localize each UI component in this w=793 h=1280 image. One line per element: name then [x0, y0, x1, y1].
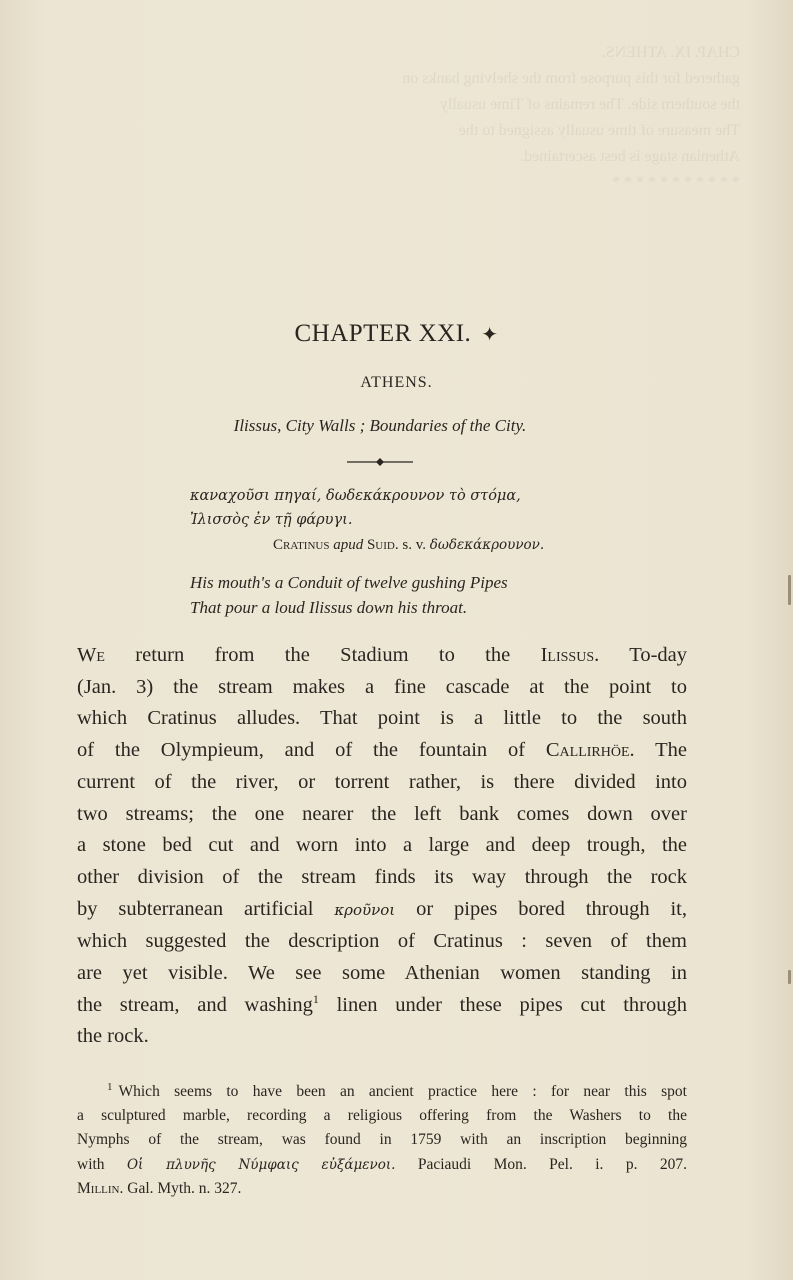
citation-greek: δωδεκάκρουνον. — [429, 537, 545, 553]
citation-author: Cratinus — [273, 537, 330, 553]
body-line: the rock. — [77, 1025, 149, 1048]
chapter-subtitle: Ilissus, City Walls ; Boundaries of the City. — [233, 416, 527, 435]
body-line: by subterranean artificial κροῦνοι or pipes bored through it, — [77, 897, 687, 920]
chapter-place: ATHENS. — [360, 374, 433, 391]
translation-line-1: His mouth's a Conduit of twelve gushing Pipes — [190, 573, 508, 592]
page-edge-mark — [788, 575, 791, 605]
chapter-title-text: CHAPTER XXI. — [294, 320, 472, 347]
body-line: which Cratinus alludes. That point is a little to the south — [77, 707, 687, 730]
epigraph-greek-line-1: καναχοῦσι πηγαί, δωδεκάκρουνον τὸ στόμα, — [190, 488, 521, 504]
epigraph-greek-line-2: Ἰλισσὸς ἐν τῇ φάρυγι. — [190, 512, 353, 528]
footnote-line: Millin. Gal. Myth. n. 327. — [77, 1179, 242, 1197]
body-paragraph — [77, 640, 687, 1053]
footnote-number: 1 — [107, 1080, 113, 1093]
footnote-line: $^1$ Which seems to have been an ancient practice here : for near this spot — [107, 1080, 687, 1100]
page-edge-mark — [788, 970, 791, 984]
citation-source: Suid. — [366, 537, 399, 553]
body-line: two streams; the one nearer the left bank comes down over — [77, 802, 687, 825]
body-line: of the Olympieum, and of the fountain of Callirhöe. The — [77, 739, 687, 762]
footnote — [77, 1080, 687, 1201]
footnote-line: Nymphs of the stream, was found in 1759 with an inscription beginning — [77, 1131, 687, 1149]
epigraph-citation — [273, 537, 544, 554]
citation-apud: apud — [333, 537, 364, 553]
body-line: a stone bed cut and worn into a large and deep trough, the — [77, 834, 687, 857]
citation-sv: s. v. — [402, 537, 426, 553]
footnote-reference[interactable]: 1 — [312, 991, 319, 1006]
body-line: (Jan. 3) the stream makes a fine cascade at the point to — [77, 675, 687, 698]
footnote-line: with Οἱ πλυνῆς Νύμφαις εὐξάμενοι. Paciaudi Mon. Pel. i. p. 207. — [77, 1155, 687, 1173]
body-line: are yet visible. We see some Athenian women standing in — [77, 962, 687, 985]
footnote-line: a sculptured marble, recording a religious offering from the Washers to the — [77, 1107, 687, 1125]
body-line: which suggested the description of Cratinus : seven of them — [77, 930, 687, 953]
body-line: We return from the Stadium to the Ilissus. To-day — [77, 644, 687, 666]
body-line: other division of the stream finds its way through the rock — [77, 865, 687, 888]
bleed-through-text: CHAP. IX. ATHENS. gathered for this purpose from the shelving banks on the southern side. The remains of Time usually The measure of time usually assigned to the Athenian stage is best ascertained. * * * * * * * * * * * — [402, 44, 740, 191]
translation-line-2: That pour a loud Ilissus down his throat. — [190, 598, 468, 617]
ink-mark-icon: ✦ — [481, 324, 499, 346]
body-line: current of the river, or torrent rather, is there divided into — [77, 770, 687, 793]
divider-ornament-icon — [345, 452, 415, 472]
chapter-title — [0, 320, 793, 348]
body-line: the stream, and washing$^1$ linen under these pipes cut through — [77, 991, 687, 1016]
